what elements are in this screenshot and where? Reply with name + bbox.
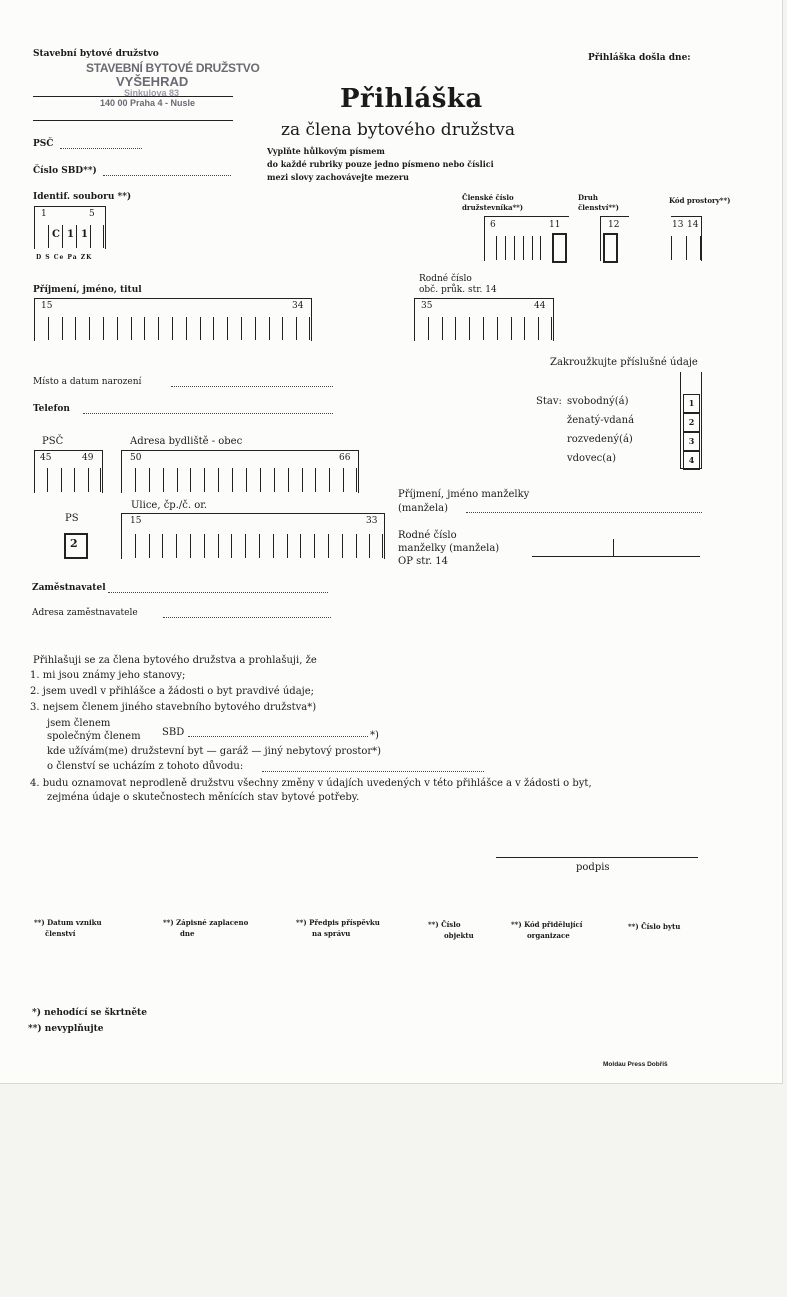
birth-number-cells[interactable] <box>414 317 552 340</box>
name-end: 34 <box>292 301 304 311</box>
received-label: Přihláška došla dne: <box>588 53 691 63</box>
status-option-4[interactable]: vdovec(a) <box>567 453 617 464</box>
spouse-birth-divider <box>613 539 614 556</box>
declaration-item-2: 2. jsem uvedl v přihlášce a žádosti o byt pravdivé údaje; <box>30 686 315 697</box>
employer-address-label: Adresa zaměstnavatele <box>32 608 138 618</box>
name-cells[interactable] <box>34 317 310 340</box>
id-card-label: obč. průk. str. 14 <box>419 285 497 295</box>
file-id-value: 1 <box>81 229 88 240</box>
sbd-number-field[interactable] <box>103 175 231 176</box>
file-id-value: 1 <box>67 229 74 240</box>
birth-number-label: Rodné číslo <box>419 274 472 284</box>
file-id-value: C <box>52 229 60 240</box>
declaration-sbd-label: SBD <box>162 727 185 738</box>
city-start: 50 <box>130 453 142 463</box>
header-line <box>33 96 233 97</box>
name-start: 15 <box>41 301 53 311</box>
stamp-line-2: VYŠEHRAD <box>116 74 189 89</box>
status-label: Stav: <box>536 396 562 407</box>
psc-label: PSČ <box>33 139 54 149</box>
psc2-cells[interactable] <box>34 468 101 492</box>
org-name: Stavební bytové družstvo <box>33 49 159 59</box>
footnote-strike: *) nehodící se škrtněte <box>32 1008 147 1018</box>
signature-line[interactable] <box>496 857 698 858</box>
form-subtitle: za člena bytového družstva <box>281 120 516 140</box>
member-number-end: 11 <box>549 220 561 230</box>
office-col-5: **) Kód přidělující organizace <box>511 920 583 940</box>
instruction-line: Vyplňte hůlkovým písmem <box>267 146 385 156</box>
spouse-name-label: Příjmení, jméno manželky <box>398 489 530 500</box>
ps-value: 2 <box>70 537 78 550</box>
declaration-item-3b: společným členem <box>47 731 141 742</box>
birth-place-label: Místo a datum narození <box>33 377 142 387</box>
spouse-name-label-2: (manžela) <box>398 503 449 514</box>
city-label: Adresa bydliště - obec <box>130 436 243 447</box>
psc2-label: PSČ <box>42 436 64 447</box>
file-id-legend: D S Ce Pa ZK <box>36 254 93 261</box>
declaration-item-3a: jsem členem <box>47 718 111 729</box>
spouse-birth-label-2: manželky (manžela) <box>398 543 500 554</box>
status-code-4[interactable]: 4 <box>683 451 700 470</box>
space-code-end: 14 <box>687 220 699 230</box>
phone-field[interactable] <box>83 413 333 414</box>
status-option-1[interactable]: svobodný(á) <box>567 396 629 407</box>
office-col-2: **) Zápisné zaplaceno dne <box>163 918 249 938</box>
file-id-end: 5 <box>89 209 95 219</box>
birth-end: 44 <box>534 301 546 311</box>
member-number-start: 6 <box>490 220 496 230</box>
stamp-line-4: 140 00 Praha 4 - Nusle <box>100 98 196 108</box>
office-col-6: **) Číslo bytu <box>628 922 681 931</box>
psc2-start: 45 <box>40 453 52 463</box>
membership-type-code: 12 <box>608 220 620 230</box>
status-option-2[interactable]: ženatý-vdaná <box>567 415 635 426</box>
signature-label: podpis <box>576 862 610 873</box>
instruction-line: do každé rubriky pouze jedno písmeno nebo číslici <box>267 159 494 169</box>
status-code-2[interactable]: 2 <box>683 413 700 432</box>
instruction-line: mezi slovy zachovávejte mezeru <box>267 172 409 182</box>
member-number-check-cell[interactable] <box>552 233 567 263</box>
status-option-3[interactable]: rozvedený(á) <box>567 434 633 445</box>
declaration-item-1: 1. mi jsou známy jeho stanovy; <box>30 670 186 681</box>
spouse-name-field[interactable] <box>466 512 702 513</box>
street-label: Ulice, čp./č. or. <box>131 500 208 511</box>
file-id-start: 1 <box>41 209 47 219</box>
employer-field[interactable] <box>108 592 328 593</box>
spouse-birth-label-3: OP str. 14 <box>398 556 449 567</box>
employer-label: Zaměstnavatel <box>32 583 106 593</box>
psc2-end: 49 <box>82 453 94 463</box>
stamp-line-3: Sinkulova 83 <box>124 88 180 98</box>
declaration-intro: Přihlašuji se za člena bytového družstva a prohlašuji, že <box>33 655 317 666</box>
street-start: 15 <box>130 516 142 526</box>
footnote-do-not-fill: **) nevyplňujte <box>28 1024 104 1034</box>
office-col-1: **) Datum vzniku členství <box>34 918 102 938</box>
stamp-line-1: STAVEBNÍ BYTOVÉ DRUŽSTVO <box>86 61 260 75</box>
office-col-4: **) Číslo objektu <box>428 920 474 940</box>
city-cells[interactable] <box>121 468 357 492</box>
status-code-3[interactable]: 3 <box>683 432 700 451</box>
birth-start: 35 <box>421 301 433 311</box>
space-code-cells[interactable] <box>671 236 701 260</box>
street-end: 33 <box>366 516 378 526</box>
city-end: 66 <box>339 453 351 463</box>
reason-field[interactable] <box>262 771 484 772</box>
space-code-label: Kód prostory**) <box>669 196 731 205</box>
spouse-birth-label-1: Rodné číslo <box>398 530 457 541</box>
declaration-item-3: 3. nejsem členem jiného stavebního bytového družstva*) <box>30 702 317 713</box>
phone-label: Telefon <box>33 404 70 414</box>
declaration-sbd-field[interactable] <box>188 736 368 737</box>
membership-type-label: Druh členství**) <box>578 193 619 212</box>
birth-place-field[interactable] <box>171 386 333 387</box>
status-code-1[interactable]: 1 <box>683 394 700 413</box>
circle-instruction: Zakroužkujte příslušné údaje <box>550 357 698 368</box>
declaration-item-4b: zejména údaje o skutečnostech měnících stav bytové potřeby. <box>47 792 360 803</box>
name-label: Příjmení, jméno, titul <box>33 285 142 295</box>
street-cells[interactable] <box>121 534 383 558</box>
psc-field[interactable] <box>60 148 142 149</box>
office-col-3: **) Předpis příspěvku na správu <box>296 918 380 938</box>
membership-type-cell[interactable] <box>603 233 618 263</box>
declaration-item-3c: kde užívám(me) družstevní byt — garáž — jiný nebytový prostor*) <box>47 746 382 757</box>
member-number-label: Členské číslo družstevníka**) <box>462 193 524 212</box>
header-line <box>33 120 233 121</box>
printer-imprint: Moldau Press Dobříš <box>603 1061 668 1068</box>
employer-address-field[interactable] <box>163 617 331 618</box>
declaration-item-3d: o členství se ucházím z tohoto důvodu: <box>47 761 244 772</box>
declaration-sbd-star: *) <box>370 730 379 741</box>
form-title: Přihláška <box>340 84 483 114</box>
space-code-start: 13 <box>672 220 684 230</box>
declaration-item-4: 4. budu oznamovat neprodleně družstvu všechny změny v údajích uvedených v této přihlášce a v žádosti o byt, <box>30 778 592 789</box>
ps-label: PS <box>65 513 79 524</box>
member-number-cells[interactable] <box>496 236 541 260</box>
file-id-label: Identif. souboru **) <box>33 192 132 202</box>
spouse-birth-field[interactable] <box>532 556 700 557</box>
sbd-number-label: Číslo SBD**) <box>33 166 97 176</box>
